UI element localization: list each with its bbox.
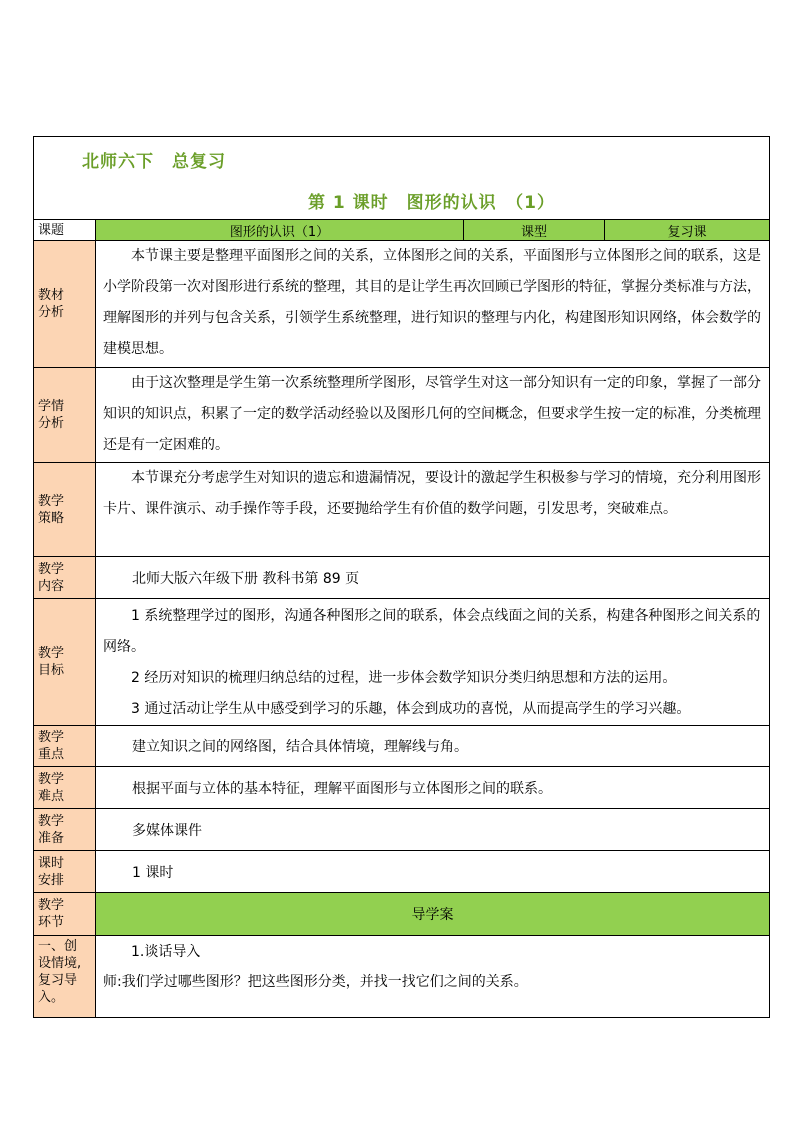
label-line: 教学	[38, 561, 65, 577]
label-line: 安排	[38, 872, 65, 888]
label-line: 入。	[38, 990, 65, 1005]
guide-case-header: 导学案	[96, 893, 769, 935]
difficulties-text: 根据平面与立体的基本特征，理解平面图形与立体图形之间的联系。	[132, 780, 552, 797]
lesson-plan-table	[33, 136, 770, 1018]
key-points-label	[34, 726, 96, 766]
difficulties-row	[34, 766, 769, 808]
topic-label: 课题	[34, 220, 96, 240]
difficulties-label	[34, 767, 96, 808]
label-line: 教学	[38, 730, 65, 745]
intro-row	[34, 935, 769, 1017]
type-label: 课型	[464, 220, 605, 240]
goals-row	[34, 598, 769, 725]
label-line: 复习导	[38, 973, 78, 988]
goal-item: 3 通过活动让学生从中感受到学习的乐趣，体会到成功的喜悦，从而提高学生的学习兴趣。	[131, 701, 691, 717]
label-line: 课时	[38, 855, 65, 871]
preparation-label	[34, 809, 96, 850]
label-line: 教材	[38, 288, 65, 303]
schedule-row	[34, 850, 769, 892]
table-header	[34, 137, 769, 219]
label-line: 分析	[38, 305, 65, 320]
topic-value: 图形的认识（1）	[96, 220, 464, 240]
label-line: 重点	[38, 747, 65, 762]
series-title: 北师六下 总复习	[82, 152, 226, 172]
key-points-text: 建立知识之间的网络图，结合具体情境，理解线与角。	[132, 739, 468, 755]
preparation-text: 多媒体课件	[132, 822, 202, 839]
label-line: 教学	[38, 771, 65, 787]
student-analysis-row	[34, 367, 769, 462]
lesson-title: 第 1 课时 图形的认识 （1）	[308, 193, 555, 213]
topic-row	[34, 219, 769, 240]
intro-text: 师:我们学过哪些图形？把这些图形分类，并找一找它们之间的关系。	[103, 974, 528, 990]
label-line: 一、创	[38, 939, 78, 954]
stages-label	[34, 893, 96, 935]
students-text: 由于这次整理是学生第一次系统整理所学图形，尽管学生对这一部分知识有一定的印象，掌握了一部分知识的知识点，积累了一定的数学活动经验以及图形几何的空间概念，但要求学生按一定的标准，分类梳理还是有一定困难的。	[103, 375, 761, 453]
label-line: 环节	[38, 915, 65, 930]
label-line: 学情	[38, 399, 65, 414]
students-label	[34, 368, 96, 462]
label-line: 内容	[38, 578, 65, 594]
strategy-label	[34, 463, 96, 556]
label-line: 难点	[38, 788, 65, 804]
goal-item: 1 系统整理学过的图形，沟通各种图形之间的联系，体会点线面之间的关系，构建各种图形之间关系的网络。	[103, 608, 761, 655]
material-analysis-row	[34, 240, 769, 367]
label-line: 分析	[38, 416, 65, 431]
schedule-label	[34, 851, 96, 892]
label-line: 教学	[38, 898, 65, 913]
preparation-row	[34, 808, 769, 850]
schedule-text: 1 课时	[132, 864, 174, 881]
type-value: 复习课	[605, 220, 769, 240]
material-text: 本节课主要是整理平面图形之间的关系，立体图形之间的关系，平面图形与立体图形之间的联系，这是小学阶段第一次对图形进行系统的整理，其目的是让学生再次回顾已学图形的特征，掌握分类标准与方法，理解图形的并列与包含关系，引领学生系统整理，进行知识的整理与内化，构建图形知识网络，体会数学的建模思想。	[103, 248, 761, 357]
key-points-row	[34, 725, 769, 766]
content-label	[34, 557, 96, 598]
strategy-row	[34, 462, 769, 556]
goals-label	[34, 599, 96, 725]
label-line: 策略	[38, 510, 65, 526]
label-line: 教学	[38, 493, 65, 509]
content-row	[34, 556, 769, 598]
label-line: 准备	[38, 830, 65, 846]
strategy-text: 本节课充分考虑学生对知识的遗忘和遗漏情况，要设计的激起学生积极参与学习的情境，充分利用图形卡片、课件演示、动手操作等手段，还要抛给学生有价值的数学问题，引发思考，突破难点。	[103, 470, 761, 517]
intro-label	[34, 936, 96, 1017]
stages-row	[34, 892, 769, 935]
intro-heading: 1.谈话导入	[131, 944, 201, 960]
label-line: 目标	[38, 663, 65, 678]
label-line: 设情境,	[38, 956, 82, 971]
goal-item: 2 经历对知识的梳理归纳总结的过程，进一步体会数学知识分类归纳思想和方法的运用。	[131, 670, 677, 686]
label-line: 教学	[38, 646, 65, 661]
content-text: 北师大版六年级下册 教科书第 89 页	[132, 570, 360, 587]
label-line: 教学	[38, 813, 65, 829]
material-label	[34, 241, 96, 367]
